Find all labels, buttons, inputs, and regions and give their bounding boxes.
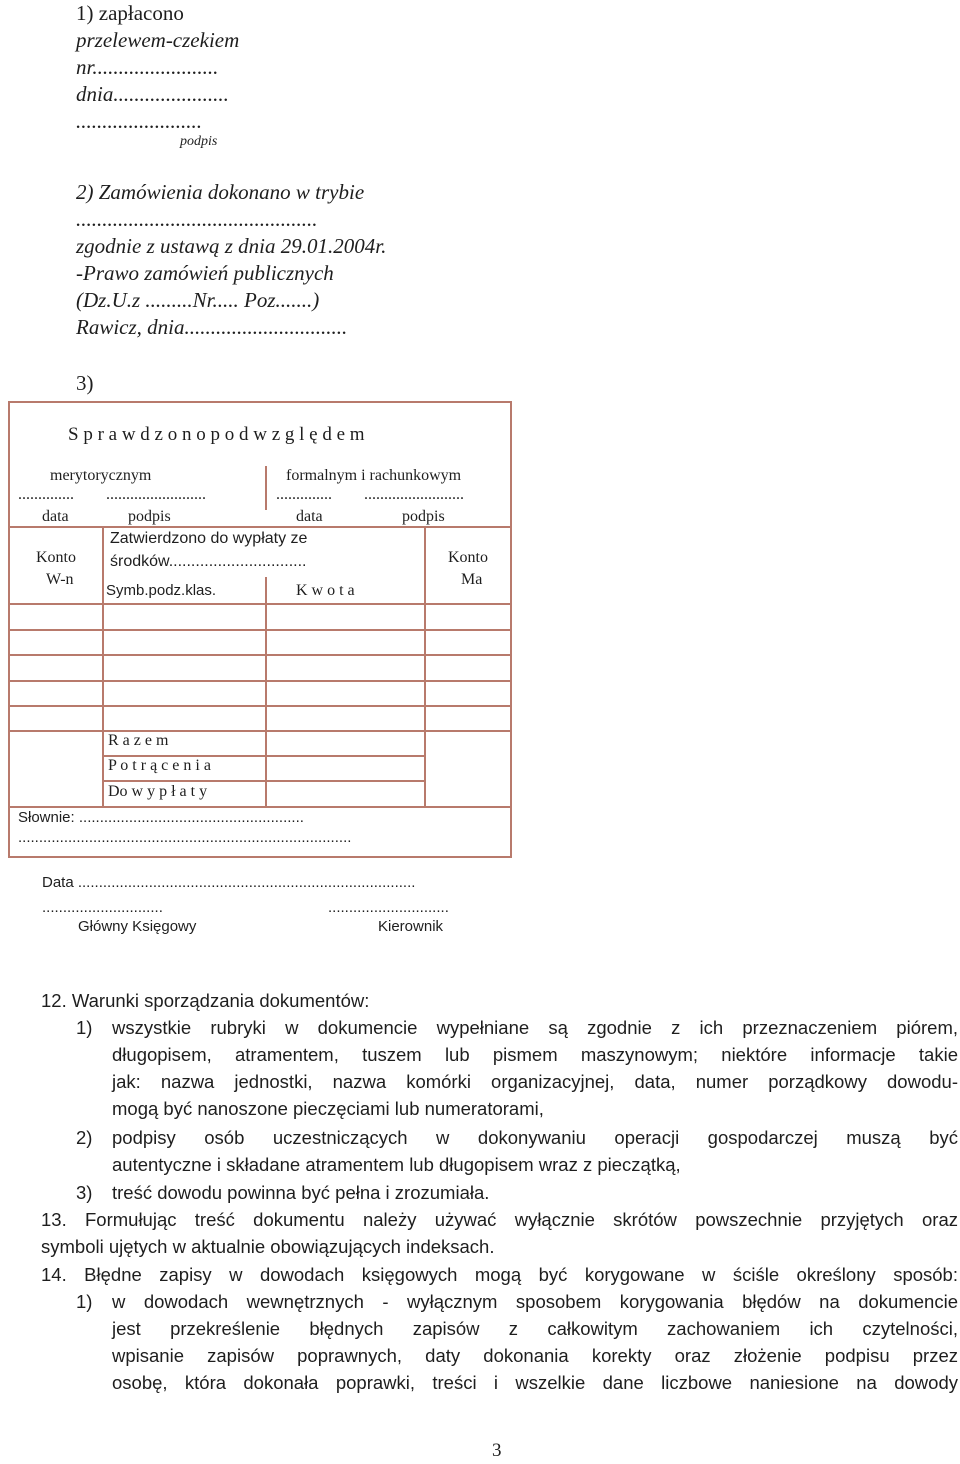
total-label: R a z e m (108, 732, 169, 749)
order-law: zgodnie z ustawą z dnia 29.01.2004r. (76, 234, 387, 258)
item-12-point-1-line: długopisem, atramentem, tuszem lub pismem maszynowym; niektóre informacje takie (112, 1044, 958, 1065)
item-14-point-1-line: wpisanie zapisów poprawnych, daty dokonania korekty oraz złożenie podpisu przez (112, 1345, 958, 1366)
order-mode: 2) Zamówienia dokonano w trybie (76, 180, 365, 204)
section-3-number: 3) (76, 371, 94, 395)
substantive-date-label: data (42, 508, 69, 525)
substantive-date-dots: .............. (18, 486, 74, 503)
item-14-point-1-line: osobę, która dokonała poprawki, treści i wszelkie dane liczbowe naniesione na dowody (112, 1372, 958, 1393)
manager-signature-dots: ............................. (328, 899, 449, 916)
page-number: 3 (492, 1440, 502, 1461)
order-journal: (Dz.U.z .........Nr..... Poz.......) (76, 288, 320, 312)
amount-in-words-label: Słownie: ...................................................... (18, 809, 304, 826)
chief-accountant-signature-dots: ............................. (42, 899, 163, 916)
order-law-name: -Prawo zamówień publicznych (76, 261, 334, 285)
substantive-label: merytorycznym (50, 467, 152, 484)
payment-label: 1) zapłacono (76, 1, 184, 25)
substantive-signature-label: podpis (128, 508, 171, 525)
item-13-line: 13. Formułując treść dokumentu należy używać wyłącznie skrótów powszechnie przyjętych oraz (41, 1209, 958, 1230)
substantive-signature-dots: ......................... (106, 486, 206, 503)
order-mode-dots: .............................................. (76, 207, 318, 231)
approval-funds: środków............................... (110, 553, 307, 570)
payment-signature-dots: ........................ (76, 109, 202, 133)
debit-account-sublabel: W-n (46, 571, 74, 588)
item-12-point-1-line: mogą być nanoszone pieczęciami lub numeratorami, (112, 1098, 544, 1119)
formal-signature-dots: ......................... (364, 486, 464, 503)
debit-account-label: Konto (36, 549, 76, 566)
item-14-title: 14. Błędne zapisy w dowodach księgowych mogą być korygowane w ściśle określony sposób: (41, 1264, 958, 1285)
classification-symbol-label: Symb.podz.klas. (106, 582, 217, 599)
item-12-point-3-line: treść dowodu powinna być pełna i zrozumiała. (112, 1182, 490, 1203)
item-14-point-1-number: 1) (76, 1291, 93, 1312)
item-12-point-1-number: 1) (76, 1017, 93, 1038)
credit-account-sublabel: Ma (461, 571, 483, 588)
manager-label: Kierownik (378, 918, 444, 935)
formal-date-label: data (296, 508, 323, 525)
order-place-date: Rawicz, dnia............................... (76, 315, 348, 339)
item-12-point-2-line: podpisy osób uczestniczących w dokonywaniu operacji gospodarczej muszą być (112, 1127, 958, 1148)
verification-title: S p r a w d z o n o p o d w z g l ę d e m (68, 424, 365, 445)
signing-date: Data ................................................................................. (42, 874, 416, 891)
item-14-point-1-line: w dowodach wewnętrznych - wyłącznym sposobem korygowania błędów na dokumencie (112, 1291, 958, 1312)
item-12-point-2-number: 2) (76, 1127, 93, 1148)
amount-label: K w o t a (296, 582, 355, 599)
payment-method: przelewem-czekiem (76, 28, 240, 52)
item-14-point-1-line: jest przekreślenie błędnych zapisów z całkowitym zachowaniem ich czytelności, (112, 1318, 958, 1339)
item-12-title: 12. Warunki sporządzania dokumentów: (41, 990, 370, 1011)
item-12-point-2-line: autentyczne i składane atramentem lub długopisem wraz z pieczątką, (112, 1154, 681, 1175)
to-pay-label: Do w y p ł a t y (108, 783, 208, 800)
deductions-label: P o t r ą c e n i a (108, 757, 211, 774)
item-12-point-1-line: jak: nazwa jednostki, nazwa komórki organizacyjnej, data, numer porządkowy dowodu- (112, 1071, 958, 1092)
formal-label: formalnym i rachunkowym (286, 467, 462, 484)
payment-date: dnia...................... (76, 82, 229, 106)
item-12-point-1-line: wszystkie rubryki w dokumencie wypełniane są zgodnie z ich przeznaczeniem piórem, (112, 1017, 958, 1038)
item-12-point-3-number: 3) (76, 1182, 93, 1203)
payment-number: nr........................ (76, 55, 219, 79)
item-13-line: symboli ujętych w aktualnie obowiązujących indeksach. (41, 1236, 495, 1257)
chief-accountant-label: Główny Księgowy (78, 918, 197, 935)
amount-in-words-dots: ................................................................................ (18, 829, 352, 846)
credit-account-label: Konto (448, 549, 488, 566)
payment-signature-label: podpis (180, 134, 218, 149)
approval-label: Zatwierdzono do wypłaty ze (110, 530, 308, 547)
formal-date-dots: .............. (276, 486, 332, 503)
formal-signature-label: podpis (402, 508, 445, 525)
